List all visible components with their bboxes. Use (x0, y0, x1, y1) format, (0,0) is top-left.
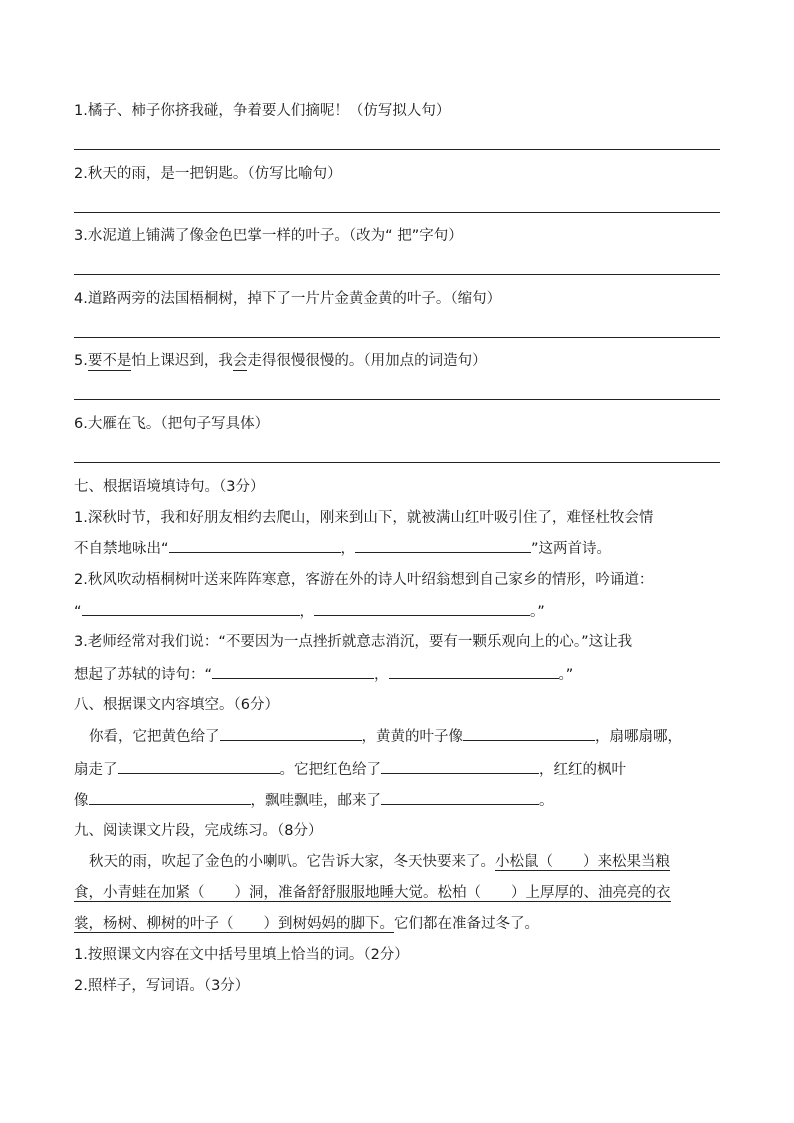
sec8-l3-text-c: 。 (539, 793, 554, 809)
fill-blank-6[interactable] (381, 790, 539, 805)
comma: ， (299, 604, 315, 620)
sec7-q2-line1: 2.秋风吹动梧桐树叶送来阵阵寒意，客游在外的诗人叶绍翁想到自己家乡的情形，吟诵道： (74, 572, 654, 588)
dotted-word-1: 要不是 (87, 353, 132, 369)
sec7-q3-prefix: 想起了苏轼的诗句：“ (74, 667, 213, 683)
answer-line-2[interactable] (74, 212, 720, 213)
answer-line-4[interactable] (74, 337, 720, 338)
fill-blank-3[interactable] (118, 759, 280, 774)
poem-blank-5[interactable] (212, 664, 374, 679)
answer-line-3[interactable] (74, 274, 720, 275)
poem-blank-3[interactable] (82, 601, 300, 616)
sec8-line2 (74, 759, 626, 780)
rewrite-q4: 4.道路两旁的法国梧桐树，掉下了一片片金黄金黄的叶子。（缩句） (74, 291, 502, 307)
answer-line-5[interactable] (74, 399, 720, 400)
rewrite-q3: 3.水泥道上铺满了像金色巴掌一样的叶子。（改为“ 把”字句） (74, 228, 463, 244)
sec8-line3 (74, 790, 554, 811)
rewrite-q1: 1.橘子、柿子你挤我碰，争着要人们摘呢！（仿写拟人句） (74, 103, 451, 119)
sec7-q2-suffix: 。” (530, 604, 545, 620)
section-9-heading: 九、阅读课文片段，完成练习。（8分） (74, 823, 323, 839)
passage-underlined: 小松鼠（ ）来松果当粮 (495, 854, 670, 870)
fill-blank-4[interactable] (381, 759, 539, 774)
fill-blank-1[interactable] (220, 726, 362, 741)
sec7-q1-line1: 1.深秋时节，我和好朋友相约去爬山，刚来到山下，就被满山红叶吸引住了，难怪杜牧会情 (74, 510, 654, 526)
answer-line-6[interactable] (74, 462, 720, 463)
q5-suffix: 走得很慢很慢的。（用加点的词造句） (247, 353, 487, 369)
fill-blank-2[interactable] (463, 726, 595, 741)
sec7-q1-suffix: ”这两首诗。 (531, 541, 612, 557)
sec9-q1: 1.按照课文内容在文中括号里填上恰当的词。（2分） (74, 947, 409, 963)
comma: ， (374, 667, 389, 683)
sec7-q3-suffix: 。” (558, 667, 574, 683)
sec8-l1-text-c: ，扇哪扇哪， (595, 729, 682, 745)
passage-text: 秋天的雨，吹起了金色的小喇叭。它告诉大家，冬天快要来了。 (89, 854, 495, 870)
q5-middle: 怕上课迟到，我 (131, 353, 233, 369)
poem-blank-6[interactable] (389, 664, 559, 679)
dotted-word-2: 会 (232, 353, 248, 369)
answer-line-1[interactable] (74, 149, 720, 150)
rewrite-q5 (74, 351, 487, 371)
passage-line2 (74, 883, 671, 903)
passage-underlined: 食，小青蛙在加紧（ ）洞，准备舒舒服服地睡大觉。松柏（ ）上厚厚的、油亮亮的衣 (74, 885, 671, 901)
passage-underlined: 裳，杨树、柳树的叶子（ ）到树妈妈的脚下。 (74, 916, 394, 932)
sec7-q1-line2 (74, 538, 611, 559)
sec7-q2-prefix: “ (74, 604, 82, 620)
passage-line3 (74, 914, 539, 934)
sec8-l2-text-b: 。它把红色给了 (279, 762, 381, 778)
comma: ， (340, 541, 356, 557)
sec7-q3-line1: 3.老师经常对我们说：“不要因为一点挫折就意志消沉，要有一颗乐观向上的心。”这让我 (74, 634, 633, 650)
rewrite-q6: 6.大雁在飞。（把句子写具体） (74, 416, 270, 432)
section-8-heading: 八、根据课文内容填空。（6分） (74, 697, 279, 713)
passage-line1 (89, 852, 670, 872)
sec7-q1-prefix: 不自禁地咏出“ (74, 541, 169, 557)
rewrite-q2: 2.秋天的雨，是一把钥匙。（仿写比喻句） (74, 166, 342, 182)
q5-prefix: 5. (74, 353, 88, 369)
sec8-l1-text-b: ，黄黄的叶子像 (361, 729, 463, 745)
sec8-l2-text-c: ，红红的枫叶 (539, 762, 626, 778)
poem-blank-4[interactable] (314, 601, 530, 616)
section-7-heading: 七、根据语境填诗句。（3分） (74, 479, 265, 495)
sec8-line1 (89, 726, 682, 747)
sec7-q2-line2 (74, 601, 545, 622)
sec8-l3-text-b: ，飘哇飘哇，邮来了 (250, 793, 381, 809)
poem-blank-1[interactable] (169, 538, 341, 553)
sec9-q2: 2.照样子，写词语。（3分） (74, 978, 250, 994)
sec8-l2-text-a: 扇走了 (74, 762, 118, 778)
sec8-l1-text-a: 你看，它把黄色给了 (89, 729, 220, 745)
sec7-q3-line2 (74, 664, 573, 685)
sec8-l3-text-a: 像 (74, 793, 89, 809)
fill-blank-5[interactable] (89, 790, 251, 805)
passage-text: 它们都在准备过冬了。 (394, 916, 539, 932)
poem-blank-2[interactable] (355, 538, 531, 553)
